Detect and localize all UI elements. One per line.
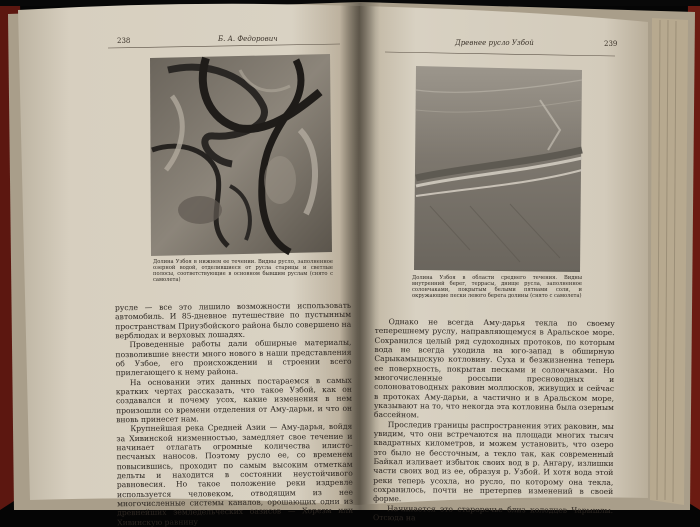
left-paragraph: Крупнейшая река Средней Азии — Аму-дарья, войдя за Хивинской низменностью, замедляет свое течение и начинает отлагать огромные количества илисто-песчаных наносов. Поэтому русло ее, со временем повысившись, проходит по самым высоким отметкам дельты и находится в состоянии неустойчивого равновесия. Но такое положение реки издревле используется человеком, отводящим из нее многочисленные системы каналов, орошающих одни из древнейших земледельческих оазисов — Хорезм или Хивинскую равнину (116, 422, 354, 527)
left-aerial-photo (150, 54, 332, 256)
right-paragraph: Однако не всегда Аму-дарья текла по своему теперешнему руслу, направляющемуся в Аральское море. Сохранился целый ряд судоходных протоков, по которым вода не всегда уходила на юго-запад в обширную Сарыкамышскую котловину. Суха и безжизненна теперь ее поверхность, покрытая песками и солончаками. Но многочисленные россыпи пресноводных и солоноватоводных раковин моллюсков, живущих и сейчас в протоках Аму-дарьи, а частично и в Аральском море, указывают на то, что некогда эта котловина была озерным бассейном. (373, 317, 615, 420)
left-running-head: Б. А. Федорович (218, 35, 278, 43)
left-paragraph: Проведенные работы дали обширные материалы, позволившие внести много нового в наши представления об Узбое, его происхождении и строении всего прилегающего к нему района. (115, 338, 352, 378)
right-paragraph: Начинается это староречье близ колодцев Чарышлы. Отсюда на (372, 503, 614, 523)
right-aerial-photo (414, 66, 582, 272)
right-page-number: 239 (604, 40, 618, 48)
right-paragraph: Проследив границы распространения этих раковин, мы увидим, что они встречаются на площади многих тысяч квадратных километров, и можем установить, что озеро это было не бессточным, а текло так, как современный Байкал изливает избыток своих вод в р. Ангару, излишки части своих вод из ее, образуя р. Узбой. И хотя вода этой реки теперь усохла, но русло, по которому она текла, сохранилось, почти не претерпев изменений в своей форме. (373, 419, 614, 504)
left-body-text (114, 300, 354, 527)
left-paragraph: На основании этих данных постараемся в самых кратких чертах рассказать, что такое Узбой, как он создавался и почему усох, какие изменения в нем произошли со времени отделения от Аму-дарьи, и что он вновь принесет нам. (115, 375, 353, 425)
right-figure-caption: Долина Узбоя в области среднего течения. Видны внутренний берег, террасы, днище русла, заполненное солончаками, покрытым белыми пятнами соли, и окружающие пески левого берега долины (снято с самолета) (412, 275, 582, 299)
left-page-number: 238 (117, 37, 131, 45)
right-body-text (372, 317, 615, 523)
left-figure-caption: Долина Узбоя в нижнем ее течении. Видны русло, заполненное озерной водой, отделившиеся от русла старицы и светлые полосы, соответствующие в основном бывшим руслам (снято с самолета) (153, 259, 333, 283)
left-paragraph: русле — все это лишило возможности использовать автомобиль. И 85-дневное путешествие по пустынным пространствам Приузбойского района было совершено на верблюдах и верховых лошадях. (114, 300, 352, 341)
right-running-head: Древнее русло Узбой (455, 39, 534, 47)
